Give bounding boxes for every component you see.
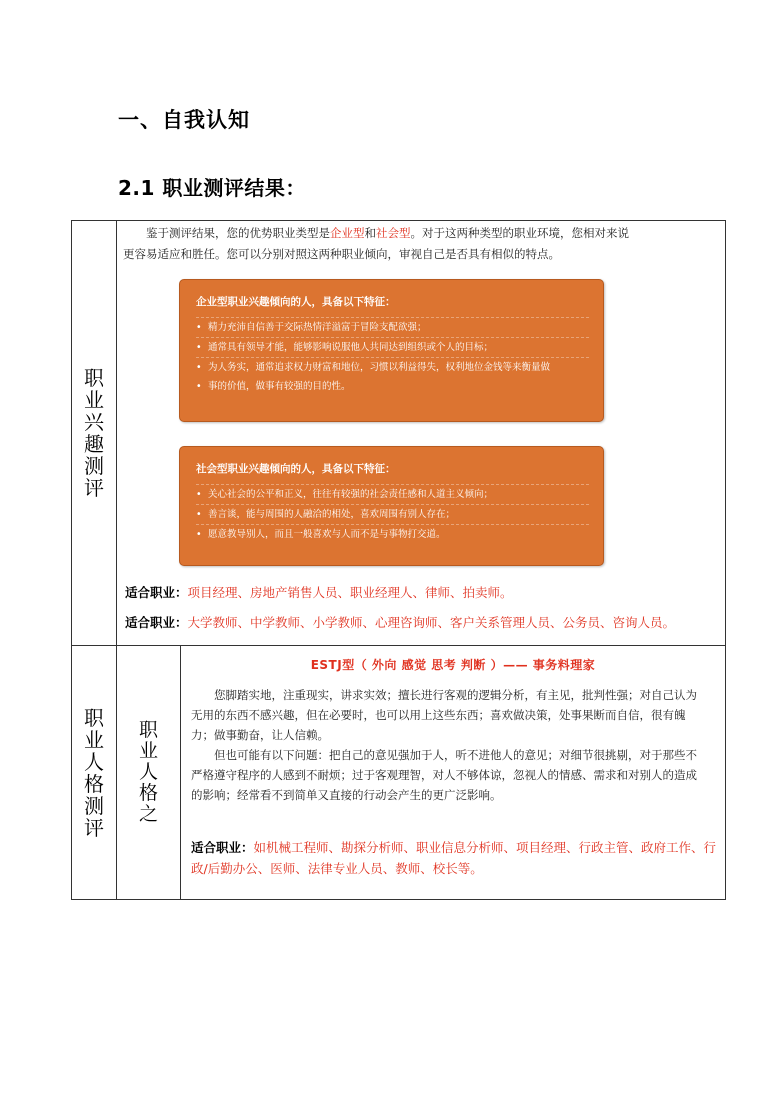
subsection-heading: 2.1 职业测评结果： <box>118 176 306 200</box>
box-title: 社会型职业兴趣倾向的人，具备以下特征： <box>196 463 396 475</box>
suitable-jobs-personality: 适合职业：如机械工程师、勘探分析师、职业信息分析师、项目经理、行政主管、政府工作、行政/后勤办公、医师、法律专业人员、教师、校长等。 <box>191 840 717 876</box>
personality-type-title: ESTJ型（ 外向 感觉 思考 判断 ）—— 事务料理家 <box>310 658 596 672</box>
trait-item: • 通常具有领导才能，能够影响说服他人共同达到组织或个人的目标； <box>196 337 589 357</box>
personality-sub-cell <box>117 646 181 900</box>
social-trait-box <box>179 446 604 566</box>
personality-sub-label: 职 业 人 格 之 <box>138 719 158 825</box>
personality-row <box>72 646 726 900</box>
personality-description: 您脚踏实地，注重现实，讲求实效；擅长进行客观的逻辑分析，有主见，批判性强；对自己认为 无用的东西不感兴趣，但在必要时，也可以用上这些东西；喜欢做决策，处事果断而自信，很有魄 力；做事勤奋，让人信赖。 但也可能有以下问题：把自己的意见强加于人，听不进他人的意见；对细节很挑剔，对于那些不 严格遵守程序的人感到不耐烦；过于客观理智，对人不够体谅，忽视人的情感、需求和对别人的造成 的影响；经常看不到简单又直接的行动会产生的更广泛影响。 <box>191 688 697 802</box>
personality-content-cell <box>181 646 726 900</box>
box-title: 企业型职业兴趣倾向的人，具备以下特征： <box>196 296 396 308</box>
personality-category-cell <box>72 646 117 900</box>
interest-intro: 鉴于测评结果，您的优势职业类型是企业型和社会型。对于这两种类型的职业环境，您相对来说 更容易适应和胜任。您可以分别对照这两种职业倾向，审视自己是否具有相似的特点。 <box>123 226 629 261</box>
section-heading: 一、自我认知 <box>118 108 250 132</box>
trait-item: • 关心社会的公平和正义，往往有较强的社会责任感和人道主义倾向； <box>196 484 589 504</box>
interest-content-cell <box>117 221 726 646</box>
suitable-jobs-social: 适合职业：大学教师、中学教师、小学教师、心理咨询师、客户关系管理人员、公务员、咨询人员。 <box>125 615 676 630</box>
trait-item: • 为人务实，通常追求权力财富和地位，习惯以利益得失，权利地位金钱等来衡量做 <box>196 357 589 377</box>
enterprise-trait-box <box>179 279 604 422</box>
interest-row <box>72 221 726 646</box>
trait-item: • 愿意教导别人，而且一般喜欢与人而不是与事物打交道。 <box>196 524 589 544</box>
personality-category-label: 职 业 人 格 测 评 <box>84 705 104 840</box>
trait-item: • 善言谈，能与周围的人融洽的相处，喜欢周围有别人存在； <box>196 504 589 524</box>
type-highlight: 社会型 <box>376 226 411 240</box>
trait-item-continued: • 事的价值，做事有较强的目的性。 <box>196 377 589 396</box>
suitable-jobs-enterprise: 适合职业：项目经理、房地产销售人员、职业经理人、律师、拍卖师。 <box>125 585 513 600</box>
evaluation-table <box>71 220 726 900</box>
interest-category-label: 职 业 兴 趣 测 评 <box>84 366 104 500</box>
trait-item: • 精力充沛自信善于交际热情洋溢富于冒险支配欲强； <box>196 317 589 337</box>
type-highlight: 企业型 <box>330 226 365 240</box>
interest-category-cell <box>72 221 117 646</box>
